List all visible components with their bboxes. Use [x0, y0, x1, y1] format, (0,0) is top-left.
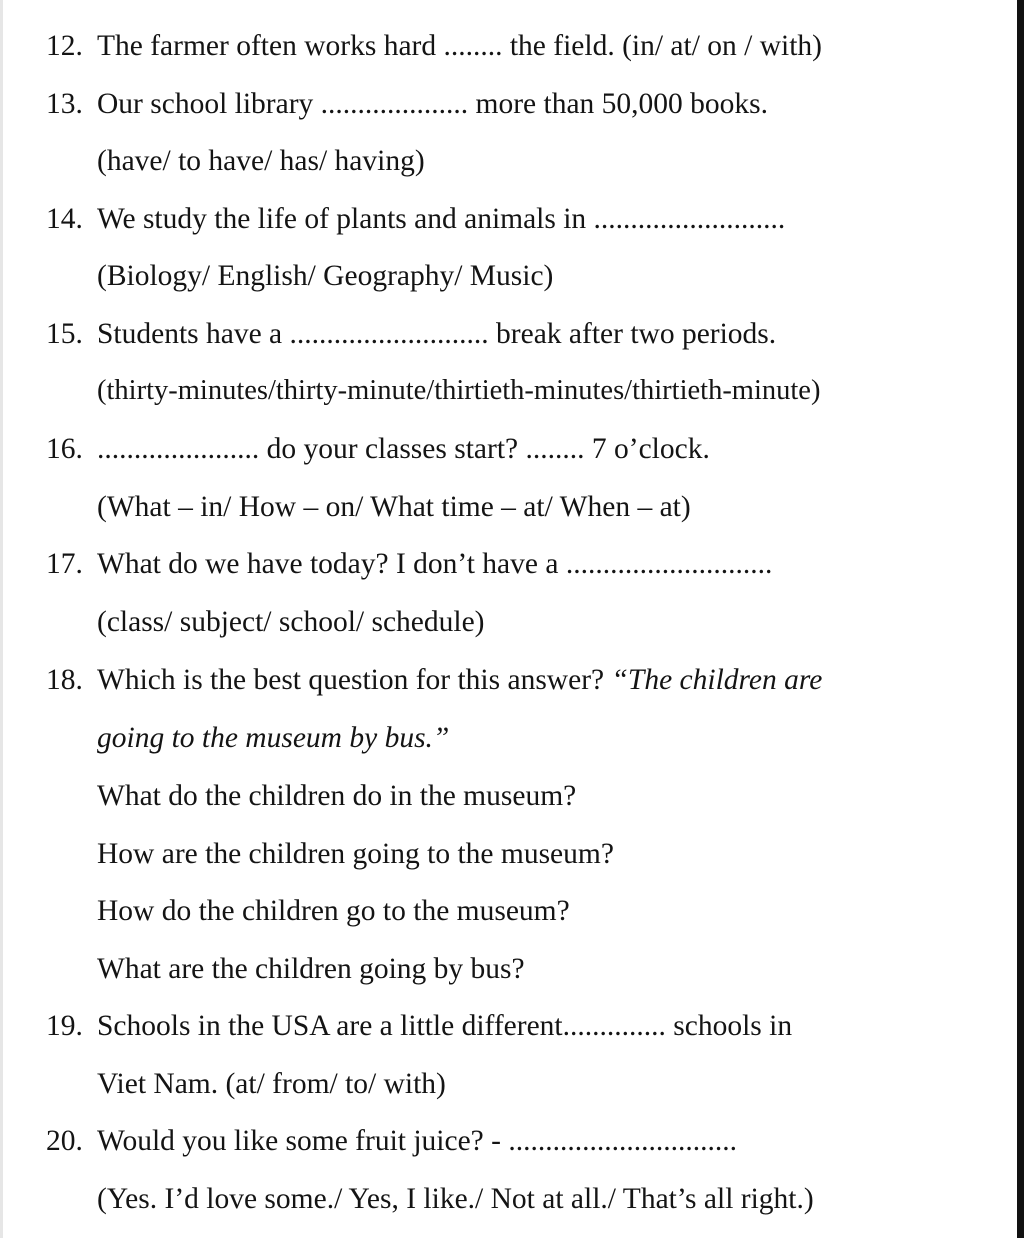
question-18-quote-end: going to the museum by bus.” — [97, 722, 450, 754]
question-13-options: (have/ to have/ has/ having) — [97, 145, 425, 177]
question-16-text: ...................... do your classes start? ........ 7 o’clock. — [97, 433, 710, 465]
question-17-options: (class/ subject/ school/ schedule) — [97, 606, 485, 638]
question-number-16: 16. — [46, 433, 83, 465]
question-number-20: 20. — [46, 1125, 83, 1157]
question-14-text: We study the life of plants and animals in .......................... — [97, 203, 786, 235]
question-19-options: Viet Nam. (at/ from/ to/ with) — [97, 1068, 446, 1100]
question-18-option-a: What do the children do in the museum? — [97, 780, 577, 812]
question-12-text: The farmer often works hard ........ the field. (in/ at/ on / with) — [97, 30, 822, 62]
question-19-text: Schools in the USA are a little different.............. schools in — [97, 1010, 793, 1042]
question-number-14: 14. — [46, 203, 83, 235]
question-14-options: (Biology/ English/ Geography/ Music) — [97, 260, 554, 292]
question-18-stem: Which is the best question for this answer? — [97, 664, 605, 696]
question-15-options: (thirty-minutes/thirty-minute/thirtieth-minutes/thirtieth-minute) — [97, 375, 821, 406]
question-18-quote-start: “The children are — [611, 664, 823, 696]
question-15-text: Students have a ........................... break after two periods. — [97, 318, 777, 350]
question-number-15: 15. — [46, 318, 83, 350]
question-13-text: Our school library .................... more than 50,000 books. — [97, 88, 769, 120]
question-18-text — [97, 662, 822, 698]
question-number-19: 19. — [46, 1010, 83, 1042]
page-right-border — [1017, 0, 1024, 1238]
question-number-13: 13. — [46, 88, 83, 120]
question-17-text: What do we have today? I don’t have a ............................ — [97, 548, 773, 580]
question-18-option-d: What are the children going by bus? — [97, 953, 525, 985]
question-number-18: 18. — [46, 664, 83, 696]
question-18-option-c: How do the children go to the museum? — [97, 895, 570, 927]
question-20-text: Would you like some fruit juice? - ............................... — [97, 1125, 737, 1157]
question-20-options: (Yes. I’d love some./ Yes, I like./ Not at all./ That’s all right.) — [97, 1183, 814, 1215]
question-number-12: 12. — [46, 30, 83, 62]
page-left-edge — [0, 0, 3, 1238]
question-18-option-b: How are the children going to the museum? — [97, 838, 614, 870]
question-number-17: 17. — [46, 548, 83, 580]
question-16-options: (What – in/ How – on/ What time – at/ When – at) — [97, 491, 691, 523]
